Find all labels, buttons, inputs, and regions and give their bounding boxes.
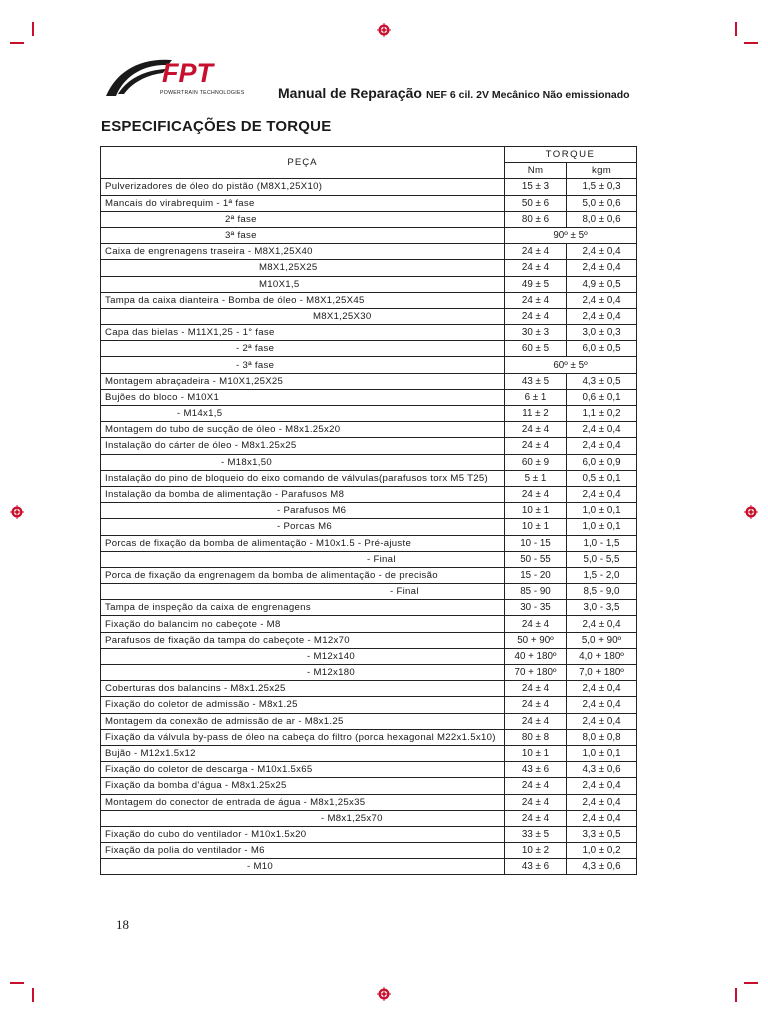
- part-cell: Fixação do cubo do ventilador - M10x1.5x20: [101, 826, 505, 842]
- kgm-cell: 4,3 ± 0,6: [567, 762, 637, 778]
- column-header-torque: TORQUE: [505, 147, 637, 163]
- crop-mark: [10, 42, 24, 44]
- nm-cell: 15 ± 3: [505, 179, 567, 195]
- nm-cell: 24 ± 4: [505, 810, 567, 826]
- torque-table-body: [101, 179, 637, 875]
- nm-cell: 40 + 180º: [505, 648, 567, 664]
- crop-mark: [744, 982, 758, 984]
- kgm-cell: 2,4 ± 0,4: [567, 292, 637, 308]
- part-cell: - M18x1,50: [101, 454, 505, 470]
- kgm-cell: 6,0 ± 0,5: [567, 341, 637, 357]
- part-cell: Fixação do coletor de admissão - M8x1.25: [101, 697, 505, 713]
- part-cell: - M14x1,5: [101, 406, 505, 422]
- part-cell: Fixação da polia do ventilador - M6: [101, 843, 505, 859]
- part-cell: Porcas de fixação da bomba de alimentação - M10x1.5 - Pré-ajuste: [101, 535, 505, 551]
- table-row: [101, 519, 637, 535]
- table-row: [101, 227, 637, 243]
- table-row: [101, 826, 637, 842]
- kgm-cell: 2,4 ± 0,4: [567, 681, 637, 697]
- crop-mark: [744, 42, 758, 44]
- nm-cell: 43 ± 6: [505, 762, 567, 778]
- kgm-cell: 3,3 ± 0,5: [567, 826, 637, 842]
- manual-subtitle: NEF 6 cil. 2V Mecânico Não emissionado: [425, 89, 630, 101]
- kgm-cell: 1,5 ± 0,3: [567, 179, 637, 195]
- table-row: [101, 859, 637, 875]
- part-cell: Montagem da conexão de admissão de ar - M8x1.25: [101, 713, 505, 729]
- kgm-cell: 4,3 ± 0,5: [567, 373, 637, 389]
- kgm-cell: 1,0 - 1,5: [567, 535, 637, 551]
- nm-cell: 10 ± 1: [505, 503, 567, 519]
- nm-cell: 30 - 35: [505, 600, 567, 616]
- table-row: [101, 470, 637, 486]
- page-number: 18: [116, 917, 129, 932]
- nm-cell: 5 ± 1: [505, 470, 567, 486]
- kgm-cell: 0,6 ± 0,1: [567, 389, 637, 405]
- part-cell: M8X1,25X30: [101, 308, 505, 324]
- registration-mark-icon: [10, 505, 24, 519]
- kgm-cell: 8,5 - 9,0: [567, 584, 637, 600]
- kgm-cell: 1,0 ± 0,1: [567, 503, 637, 519]
- kgm-cell: 2,4 ± 0,4: [567, 616, 637, 632]
- table-row: [101, 551, 637, 567]
- part-cell: Fixação do balancim no cabeçote - M8: [101, 616, 505, 632]
- table-row: [101, 179, 637, 195]
- table-row: [101, 616, 637, 632]
- table-row: [101, 535, 637, 551]
- crop-mark: [32, 988, 34, 1002]
- part-cell: Instalação do pino de bloqueio do eixo comando de válvulas(parafusos torx M5 T25): [101, 470, 505, 486]
- kgm-cell: 3,0 - 3,5: [567, 600, 637, 616]
- nm-cell: 24 ± 4: [505, 422, 567, 438]
- crop-mark: [32, 22, 34, 36]
- kgm-cell: 2,4 ± 0,4: [567, 794, 637, 810]
- part-cell: - Porcas M6: [101, 519, 505, 535]
- part-cell: 3ª fase: [101, 227, 505, 243]
- torque-angle-cell: 60º ± 5º: [505, 357, 637, 373]
- table-row: [101, 341, 637, 357]
- table-row: [101, 308, 637, 324]
- nm-cell: 24 ± 4: [505, 778, 567, 794]
- table-row: [101, 810, 637, 826]
- column-header-kgm: kgm: [567, 163, 637, 179]
- table-row: [101, 697, 637, 713]
- table-row: [101, 567, 637, 583]
- nm-cell: 6 ± 1: [505, 389, 567, 405]
- part-cell: Tampa da caixa dianteira - Bomba de óleo - M8X1,25X45: [101, 292, 505, 308]
- nm-cell: 24 ± 4: [505, 616, 567, 632]
- kgm-cell: 1,0 ± 0,2: [567, 843, 637, 859]
- column-header-part: PEÇA: [101, 147, 505, 179]
- part-cell: M10X1,5: [101, 276, 505, 292]
- nm-cell: 30 ± 3: [505, 325, 567, 341]
- crop-mark: [10, 982, 24, 984]
- part-cell: - 2ª fase: [101, 341, 505, 357]
- table-row: [101, 325, 637, 341]
- part-cell: - M12x140: [101, 648, 505, 664]
- kgm-cell: 1,0 ± 0,1: [567, 745, 637, 761]
- table-row: [101, 503, 637, 519]
- kgm-cell: 5,0 ± 0,6: [567, 195, 637, 211]
- kgm-cell: 3,0 ± 0,3: [567, 325, 637, 341]
- part-cell: Caixa de engrenagens traseira - M8X1,25X40: [101, 244, 505, 260]
- kgm-cell: 2,4 ± 0,4: [567, 438, 637, 454]
- table-row: [101, 438, 637, 454]
- table-row: [101, 713, 637, 729]
- registration-mark-icon: [377, 23, 391, 37]
- nm-cell: 49 ± 5: [505, 276, 567, 292]
- nm-cell: 24 ± 4: [505, 260, 567, 276]
- part-cell: Parafusos de fixação da tampa do cabeçote - M12x70: [101, 632, 505, 648]
- table-row: [101, 632, 637, 648]
- nm-cell: 24 ± 4: [505, 697, 567, 713]
- table-row: [101, 729, 637, 745]
- kgm-cell: 6,0 ± 0,9: [567, 454, 637, 470]
- part-cell: Bujões do bloco - M10X1: [101, 389, 505, 405]
- part-cell: Capa das bielas - M11X1,25 - 1° fase: [101, 325, 505, 341]
- svg-text:FPT: FPT: [162, 58, 213, 88]
- registration-mark-icon: [744, 505, 758, 519]
- part-cell: 2ª fase: [101, 211, 505, 227]
- part-cell: Mancais do virabrequim - 1ª fase: [101, 195, 505, 211]
- kgm-cell: 2,4 ± 0,4: [567, 422, 637, 438]
- manual-title-text: Manual de Reparação: [278, 85, 422, 101]
- nm-cell: 10 ± 1: [505, 519, 567, 535]
- part-cell: Fixação da bomba d'água - M8x1.25x25: [101, 778, 505, 794]
- nm-cell: 24 ± 4: [505, 244, 567, 260]
- kgm-cell: 0,5 ± 0,1: [567, 470, 637, 486]
- kgm-cell: 5,0 + 90º: [567, 632, 637, 648]
- kgm-cell: 2,4 ± 0,4: [567, 810, 637, 826]
- kgm-cell: 4,0 + 180º: [567, 648, 637, 664]
- kgm-cell: 1,1 ± 0,2: [567, 406, 637, 422]
- part-cell: Montagem do tubo de sucção de óleo - M8x1.25x20: [101, 422, 505, 438]
- fpt-logo: [104, 54, 262, 100]
- part-cell: - 3ª fase: [101, 357, 505, 373]
- table-row: [101, 454, 637, 470]
- part-cell: Coberturas dos balancins - M8x1.25x25: [101, 681, 505, 697]
- kgm-cell: 4,3 ± 0,6: [567, 859, 637, 875]
- table-row: [101, 373, 637, 389]
- kgm-cell: 2,4 ± 0,4: [567, 713, 637, 729]
- kgm-cell: 2,4 ± 0,4: [567, 486, 637, 502]
- nm-cell: 10 ± 2: [505, 843, 567, 859]
- nm-cell: 24 ± 4: [505, 486, 567, 502]
- table-row: [101, 406, 637, 422]
- nm-cell: 50 - 55: [505, 551, 567, 567]
- nm-cell: 85 - 90: [505, 584, 567, 600]
- nm-cell: 11 ± 2: [505, 406, 567, 422]
- nm-cell: 24 ± 4: [505, 713, 567, 729]
- table-row: [101, 244, 637, 260]
- kgm-cell: 2,4 ± 0,4: [567, 778, 637, 794]
- part-cell: Montagem do conector de entrada de água - M8x1,25x35: [101, 794, 505, 810]
- kgm-cell: 7,0 + 180º: [567, 665, 637, 681]
- nm-cell: 24 ± 4: [505, 308, 567, 324]
- nm-cell: 24 ± 4: [505, 794, 567, 810]
- table-row: [101, 584, 637, 600]
- table-row: [101, 843, 637, 859]
- nm-cell: 10 ± 1: [505, 745, 567, 761]
- table-row: [101, 260, 637, 276]
- nm-cell: 80 ± 8: [505, 729, 567, 745]
- nm-cell: 10 - 15: [505, 535, 567, 551]
- part-cell: Fixação da válvula by-pass de óleo na cabeça do filtro (porca hexagonal M22x1.5x10): [101, 729, 505, 745]
- table-row: [101, 357, 637, 373]
- table-row: [101, 794, 637, 810]
- part-cell: - Final: [101, 551, 505, 567]
- kgm-cell: 2,4 ± 0,4: [567, 260, 637, 276]
- part-cell: Bujão - M12x1.5x12: [101, 745, 505, 761]
- nm-cell: 24 ± 4: [505, 438, 567, 454]
- kgm-cell: 5,0 - 5,5: [567, 551, 637, 567]
- part-cell: Instalação da bomba de alimentação - Parafusos M8: [101, 486, 505, 502]
- crop-mark: [735, 988, 737, 1002]
- column-header-nm: Nm: [505, 163, 567, 179]
- part-cell: - M8x1,25x70: [101, 810, 505, 826]
- table-row: [101, 778, 637, 794]
- table-row: [101, 745, 637, 761]
- part-cell: - Parafusos M6: [101, 503, 505, 519]
- part-cell: - M10: [101, 859, 505, 875]
- kgm-cell: 2,4 ± 0,4: [567, 697, 637, 713]
- nm-cell: 43 ± 5: [505, 373, 567, 389]
- torque-table: [100, 146, 637, 875]
- nm-cell: 70 + 180º: [505, 665, 567, 681]
- kgm-cell: 1,5 - 2,0: [567, 567, 637, 583]
- nm-cell: 80 ± 6: [505, 211, 567, 227]
- nm-cell: 43 ± 6: [505, 859, 567, 875]
- kgm-cell: 8,0 ± 0,8: [567, 729, 637, 745]
- kgm-cell: 1,0 ± 0,1: [567, 519, 637, 535]
- table-row: [101, 600, 637, 616]
- manual-title: [278, 85, 630, 101]
- part-cell: Instalação do cárter de óleo - M8x1.25x25: [101, 438, 505, 454]
- nm-cell: 24 ± 4: [505, 292, 567, 308]
- part-cell: Fixação do coletor de descarga - M10x1.5x65: [101, 762, 505, 778]
- table-row: [101, 681, 637, 697]
- nm-cell: 15 - 20: [505, 567, 567, 583]
- part-cell: Tampa de inspeção da caixa de engrenagens: [101, 600, 505, 616]
- registration-mark-icon: [377, 987, 391, 1001]
- table-row: [101, 422, 637, 438]
- kgm-cell: 8,0 ± 0,6: [567, 211, 637, 227]
- torque-angle-cell: 90º ± 5º: [505, 227, 637, 243]
- table-row: [101, 211, 637, 227]
- crop-mark: [735, 22, 737, 36]
- table-row: [101, 648, 637, 664]
- svg-text:POWERTRAIN TECHNOLOGIES: POWERTRAIN TECHNOLOGIES: [160, 90, 245, 96]
- table-row: [101, 195, 637, 211]
- nm-cell: 50 ± 6: [505, 195, 567, 211]
- nm-cell: 24 ± 4: [505, 681, 567, 697]
- nm-cell: 33 ± 5: [505, 826, 567, 842]
- part-cell: - M12x180: [101, 665, 505, 681]
- nm-cell: 60 ± 9: [505, 454, 567, 470]
- part-cell: - Final: [101, 584, 505, 600]
- table-row: [101, 762, 637, 778]
- nm-cell: 60 ± 5: [505, 341, 567, 357]
- nm-cell: 50 + 90º: [505, 632, 567, 648]
- part-cell: Porca de fixação da engrenagem da bomba de alimentação - de precisão: [101, 567, 505, 583]
- page-title: ESPECIFICAÇÕES DE TORQUE: [101, 118, 332, 135]
- table-row: [101, 276, 637, 292]
- part-cell: Montagem abraçadeira - M10X1,25X25: [101, 373, 505, 389]
- kgm-cell: 4,9 ± 0,5: [567, 276, 637, 292]
- table-row: [101, 665, 637, 681]
- part-cell: M8X1,25X25: [101, 260, 505, 276]
- part-cell: Pulverizadores de óleo do pistão (M8X1,25X10): [101, 179, 505, 195]
- kgm-cell: 2,4 ± 0,4: [567, 244, 637, 260]
- table-row: [101, 292, 637, 308]
- kgm-cell: 2,4 ± 0,4: [567, 308, 637, 324]
- table-row: [101, 486, 637, 502]
- table-row: [101, 389, 637, 405]
